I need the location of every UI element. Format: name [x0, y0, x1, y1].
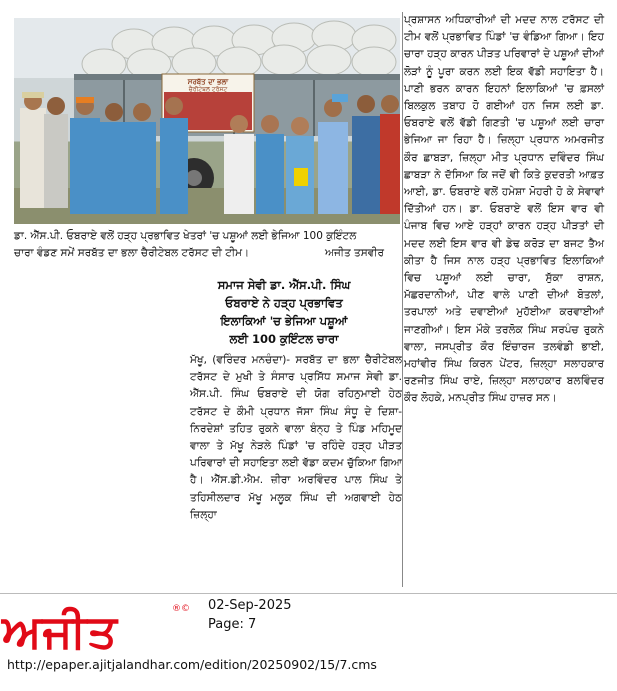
edition-page-number: Page: 7 — [208, 617, 257, 632]
photo-illustration — [14, 18, 400, 224]
article-body-left: ਮੱਖੂ, (ਵਰਿੰਦਰ ਮਨਚੰਦਾ)- ਸਰਬੱਤ ਦਾ ਭਲਾ ਚੈਰੀਟੇਬਲ ਟਰੱਸਟ ਦੇ ਮੁਖੀ ਤੇ ਸੰਸਾਰ ਪ੍ਰਸਿੱਧ ਸਮਾਜ ਸੇਵੀ ਡਾ. ਐੱਸ.ਪੀ. ਸਿੰਘ ਓਬਰਾਏ ਦੀ ਯੋਗ ਰਹਿਨੁਮਾਈ ਹੇਠ ਟਰੱਸਟ ਦੇ ਕੌਮੀ ਪ੍ਰਧਾਨ ਜੱਸਾ ਸਿੰਘ ਸੰਧੂ ਦੇ ਦਿਸ਼ਾ-ਨਿਰਦੇਸ਼ਾਂ ਤਹਿਤ ਰੁਕਨੇ ਵਾਲਾ ਬੰਨ੍ਹ ਤੇ ਪਿੰਡ ਮਹਿਮੂਦ ਵਾਲਾ ਤੇ ਮੱਖੂ ਨੇੜਲੇ ਪਿੰਡਾਂ 'ਚ ਰਹਿੰਦੇ ਹੜ੍ਹ ਪੀੜਤ ਪਰਿਵਾਰਾਂ ਦੀ ਸਹਾਇਤਾ ਲਈ ਵੱਡਾ ਕਦਮ ਚੁੱਕਿਆ ਗਿਆ ਹੈ। ਐੱਸ.ਡੀ.ਐਮ. ਜ਼ੀਰਾ ਅਰਵਿੰਦਰ ਪਾਲ ਸਿੰਘ ਤੇ ਤਹਿਸੀਲਦਾਰ ਮੱਖੂ ਮਲੂਕ ਸਿੰਘ ਦੀ ਅਗਵਾਈ ਹੇਠ ਜ਼ਿਲ੍ਹਾ — [190, 354, 402, 521]
headline-line-1: ਸਮਾਜ ਸੇਵੀ ਡਾ. ਐੱਸ.ਪੀ. ਸਿੰਘ — [217, 278, 351, 292]
article-column-left — [190, 352, 402, 524]
headline-line-2: ਓਬਰਾਏ ਨੇ ਹੜ੍ਹ ਪ੍ਰਭਾਵਿਤ — [225, 296, 343, 310]
photo-caption — [14, 228, 400, 262]
caption-line-1: ਡਾ. ਐੱਸ.ਪੀ. ਓਬਰਾਏ ਵਲੋਂ ਹੜ੍ਹ ਪ੍ਰਭਾਵਿਤ ਖੇਤਰਾਂ 'ਚ ਪਸ਼ੂਆਂ ਲਈ ਭੇਜਿਆ 100 ਕੁਇੰਟਲ — [14, 230, 357, 242]
article-body-right: ਪ੍ਰਸ਼ਾਸਨ ਅਧਿਕਾਰੀਆਂ ਦੀ ਮਦਦ ਨਾਲ ਟਰੱਸਟ ਦੀ ਟੀਮ ਵਲੋਂ ਪ੍ਰਭਾਵਿਤ ਪਿੰਡਾਂ 'ਚ ਵੰਡਿਆ ਗਿਆ। ਇਹ ਚਾਰਾ ਹੜ੍ਹ ਕਾਰਨ ਪੀੜਤ ਪਰਿਵਾਰਾਂ ਦੇ ਪਸ਼ੂਆਂ ਦੀਆਂ ਲੋੜਾਂ ਨੂੰ ਪੂਰਾ ਕਰਨ ਲਈ ਇਕ ਵੱਡੀ ਸਹਾਇਤਾ ਹੈ। ਪਾਣੀ ਭਰਨ ਕਾਰਨ ਇਹਨਾਂ ਇਲਾਕਿਆਂ 'ਚ ਫ਼ਸਲਾਂ ਬਿਲਕੁਲ ਤਬਾਹ ਹੋ ਗਈਆਂ ਹਨ ਜਿਸ ਲਈ ਡਾ. ਓਬਰਾਏ ਵਲੋਂ ਵੱਡੀ ਗਿਣਤੀ 'ਚ ਪਸ਼ੂਆਂ ਲਈ ਚਾਰਾ ਭੇਜਿਆ ਜਾ ਰਿਹਾ ਹੈ। ਜ਼ਿਲ੍ਹਾ ਪ੍ਰਧਾਨ ਅਮਰਜੀਤ ਕੌਰ ਛਾਬੜਾ, ਜ਼ਿਲ੍ਹਾ ਮੀਤ ਪ੍ਰਧਾਨ ਦਵਿੰਦਰ ਸਿੰਘ ਛਾਬੜਾ ਨੇ ਦੱਸਿਆ ਕਿ ਜਦੋਂ ਵੀ ਕਿਤੇ ਕੁਦਰਤੀ ਆਫ਼ਤ ਆਈ, ਡਾ. ਓਬਰਾਏ ਵਲੋਂ ਹਮੇਸ਼ਾ ਮੋਹਰੀ ਹੋ ਕੇ ਸੇਵਾਵਾਂ ਦਿੱਤੀਆਂ ਹਨ। ਡਾ. ਓਬਰਾਏ ਵਲੋਂ ਇਸ ਵਾਰ ਵੀ ਪੰਜਾਬ ਵਿਚ ਆਏ ਹੜ੍ਹਾਂ ਕਾਰਨ ਹੜ੍ਹ ਪੀੜਤਾਂ ਦੀ ਮਦਦ ਲਈ ਇਸ ਵਾਰ ਵੀ ਡੇਢ ਕਰੋੜ ਦਾ ਬਜਟ ਤੈਅ ਕੀਤਾ ਹੈ ਜਿਸ ਨਾਲ ਹੜ੍ਹ ਪ੍ਰਭਾਵਿਤ ਇਲਾਕਿਆਂ ਵਿਚ ਪਸ਼ੂਆਂ ਲਈ ਚਾਰਾ, ਸੁੱਕਾ ਰਾਸ਼ਨ, ਮੱਛਰਦਾਨੀਆਂ, ਪੀਣ ਵਾਲੇ ਪਾਣੀ ਦੀਆਂ ਬੋਤਲਾਂ, ਤਰਪਾਲਾਂ ਅਤੇ ਦਵਾਈਆਂ ਮੁਹੱਈਆ ਕਰਵਾਈਆਂ ਜਾਣਗੀਆਂ। ਇਸ ਮੌਕੇ ਤਰਲੋਕ ਸਿੰਘ ਸਰਪੰਚ ਰੁਕਨੇ ਵਾਲਾ, ਜਸਪ੍ਰੀਤ ਕੌਰ ਇੰਚਾਰਜ ਤਲਵੰਡੀ ਭਾਈ, ਮਹਾਂਵੀਰ ਸਿੰਘ ਕਿਰਨ ਪੇਂਟਰ, ਜ਼ਿਲ੍ਹਾ ਸਲਾਹਕਾਰ ਰਣਜੀਤ ਸਿੰਘ ਰਾਏ, ਜ਼ਿਲ੍ਹਾ ਸਲਾਹਕਾਰ ਬਲਵਿੰਦਰ ਕੌਰ ਲੋਹਕੇ, ਮਨਪ੍ਰੀਤ ਸਿੰਘ ਹਾਜ਼ਰ ਸਨ। — [404, 14, 604, 405]
edition-url[interactable]: http://epaper.ajitjalandhar.com/edition/20250902/15/7.cms — [7, 657, 377, 672]
caption-line-2: ਚਾਰਾ ਵੰਡਣ ਸਮੇਂ ਸਰਬੱਤ ਦਾ ਭਲਾ ਚੈਰੀਟੇਬਲ ਟਰੱਸਟ ਦੀ ਟੀਮ। — [14, 247, 250, 259]
logo-registered-marks: ®© — [172, 604, 190, 614]
headline-line-4: ਲਈ 100 ਕੁਇੰਟਲ ਚਾਰਾ — [229, 332, 339, 346]
article-headline — [168, 276, 400, 348]
logo-wordmark: ਅਜੀਤ — [2, 604, 118, 658]
banner-title: ਸਰਬੱਤ ਦਾ ਭਲਾ — [187, 78, 229, 86]
edition-date: 02-Sep-2025 — [208, 598, 292, 613]
column-divider — [402, 12, 403, 587]
article-column-right — [404, 12, 604, 408]
footer-divider — [0, 593, 617, 594]
photo-credit: ਅਜੀਤ ਤਸਵੀਰ — [324, 247, 384, 259]
headline-line-3: ਇਲਾਕਿਆਂ 'ਚ ਭੇਜਿਆ ਪਸ਼ੂਆਂ — [220, 314, 348, 328]
banner-subtitle: ਚੈਰੀਟੇਬਲ ਟਰੱਸਟ — [188, 86, 228, 93]
news-photo — [14, 18, 400, 224]
ajit-logo — [0, 604, 200, 656]
